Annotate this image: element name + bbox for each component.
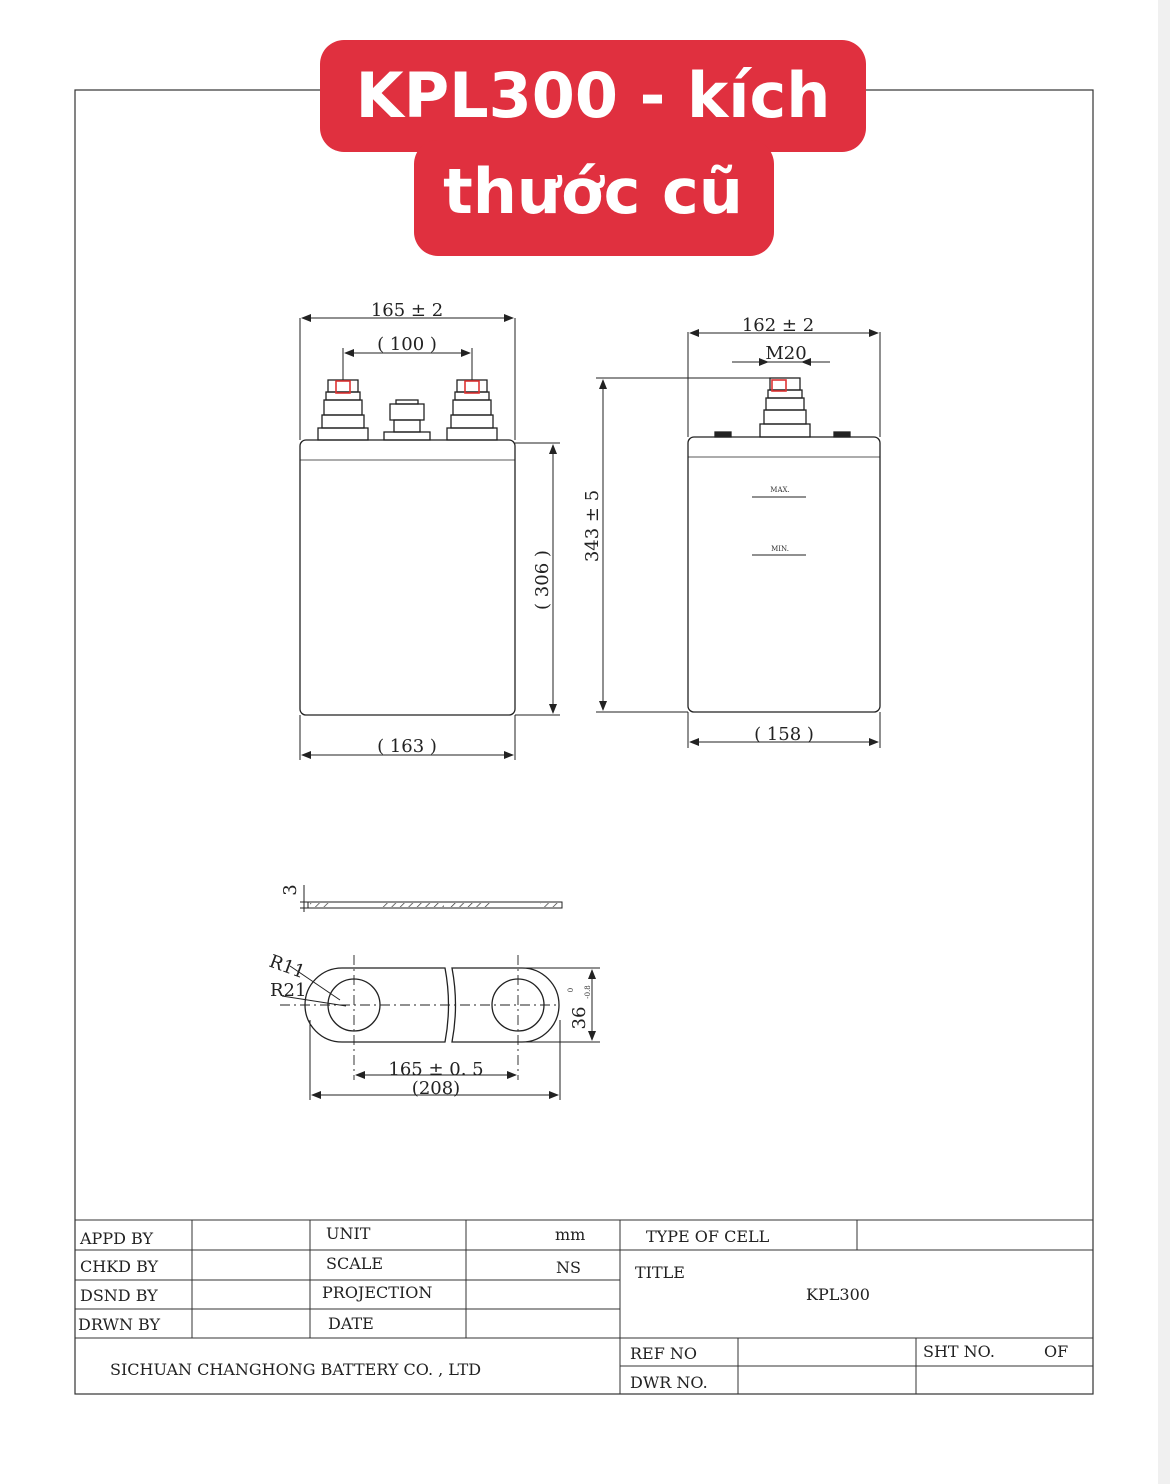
connector-edge-view xyxy=(300,885,562,912)
dsnd-by-label: DSND BY xyxy=(80,1286,158,1305)
side-terminal xyxy=(760,378,810,437)
side-dimensions xyxy=(596,332,880,748)
front-width-bottom-label: ( 163 ) xyxy=(377,736,437,757)
scale-label: SCALE xyxy=(326,1254,384,1273)
drawing-frame xyxy=(75,90,1093,1394)
drwn-by-label: DRWN BY xyxy=(78,1315,161,1334)
total-height-label: 343 ± 5 xyxy=(582,489,603,563)
front-body-height-label: ( 306 ) xyxy=(532,550,553,610)
max-level-mark: MAX. xyxy=(770,486,790,494)
negative-terminal xyxy=(447,380,497,440)
side-width-top-label: 162 ± 2 xyxy=(741,315,815,336)
cell-body-side xyxy=(688,437,880,712)
connector-length-label: (208) xyxy=(411,1078,461,1099)
positive-terminal xyxy=(318,380,368,440)
min-level-mark: MIN. xyxy=(771,545,789,553)
appd-by-label: APPD BY xyxy=(80,1229,154,1248)
vent-plug xyxy=(384,400,430,440)
title-banner-text xyxy=(320,48,866,240)
terminal-spacing-label: ( 100 ) xyxy=(377,334,437,355)
type-of-cell-label: TYPE OF CELL xyxy=(646,1227,770,1246)
projection-label: PROJECTION xyxy=(322,1283,433,1302)
connector-thickness-label: 3 xyxy=(280,884,301,896)
inner-radius-label: R21 xyxy=(270,980,307,1001)
outer-radius-label: R11 xyxy=(266,950,308,984)
front-width-top-label: 165 ± 2 xyxy=(370,300,444,321)
page-edge xyxy=(1158,0,1170,1484)
chkd-by-label: CHKD BY xyxy=(80,1257,159,1276)
of-label: OF xyxy=(1044,1342,1069,1361)
title-label: TITLE xyxy=(635,1263,685,1282)
dwr-no-label: DWR NO. xyxy=(630,1373,708,1392)
front-view xyxy=(300,380,515,715)
width-tol-upper: 0 xyxy=(567,987,575,993)
sht-no-label: SHT NO. xyxy=(923,1342,995,1361)
cell-body-front xyxy=(300,440,515,715)
side-width-bottom-label: ( 158 ) xyxy=(754,724,814,745)
unit-label: UNIT xyxy=(326,1224,371,1243)
ref-no-label: REF NO xyxy=(630,1344,698,1363)
hole-spacing-label: 165 ± 0. 5 xyxy=(388,1059,484,1080)
connector-width-label: 36 xyxy=(569,1006,590,1030)
unit-value: mm xyxy=(555,1225,586,1244)
title-value: KPL300 xyxy=(806,1285,870,1304)
date-label: DATE xyxy=(328,1314,374,1333)
width-tol-lower: -0.8 xyxy=(584,985,592,999)
thread-label: M20 xyxy=(765,343,807,364)
scale-value: NS xyxy=(556,1258,581,1277)
company-name: SICHUAN CHANGHONG BATTERY CO. , LTD xyxy=(110,1360,482,1379)
banner-line-2: thước cũ xyxy=(443,155,743,228)
front-dimensions xyxy=(300,318,560,760)
banner-line-1: KPL300 - kích xyxy=(355,59,831,132)
